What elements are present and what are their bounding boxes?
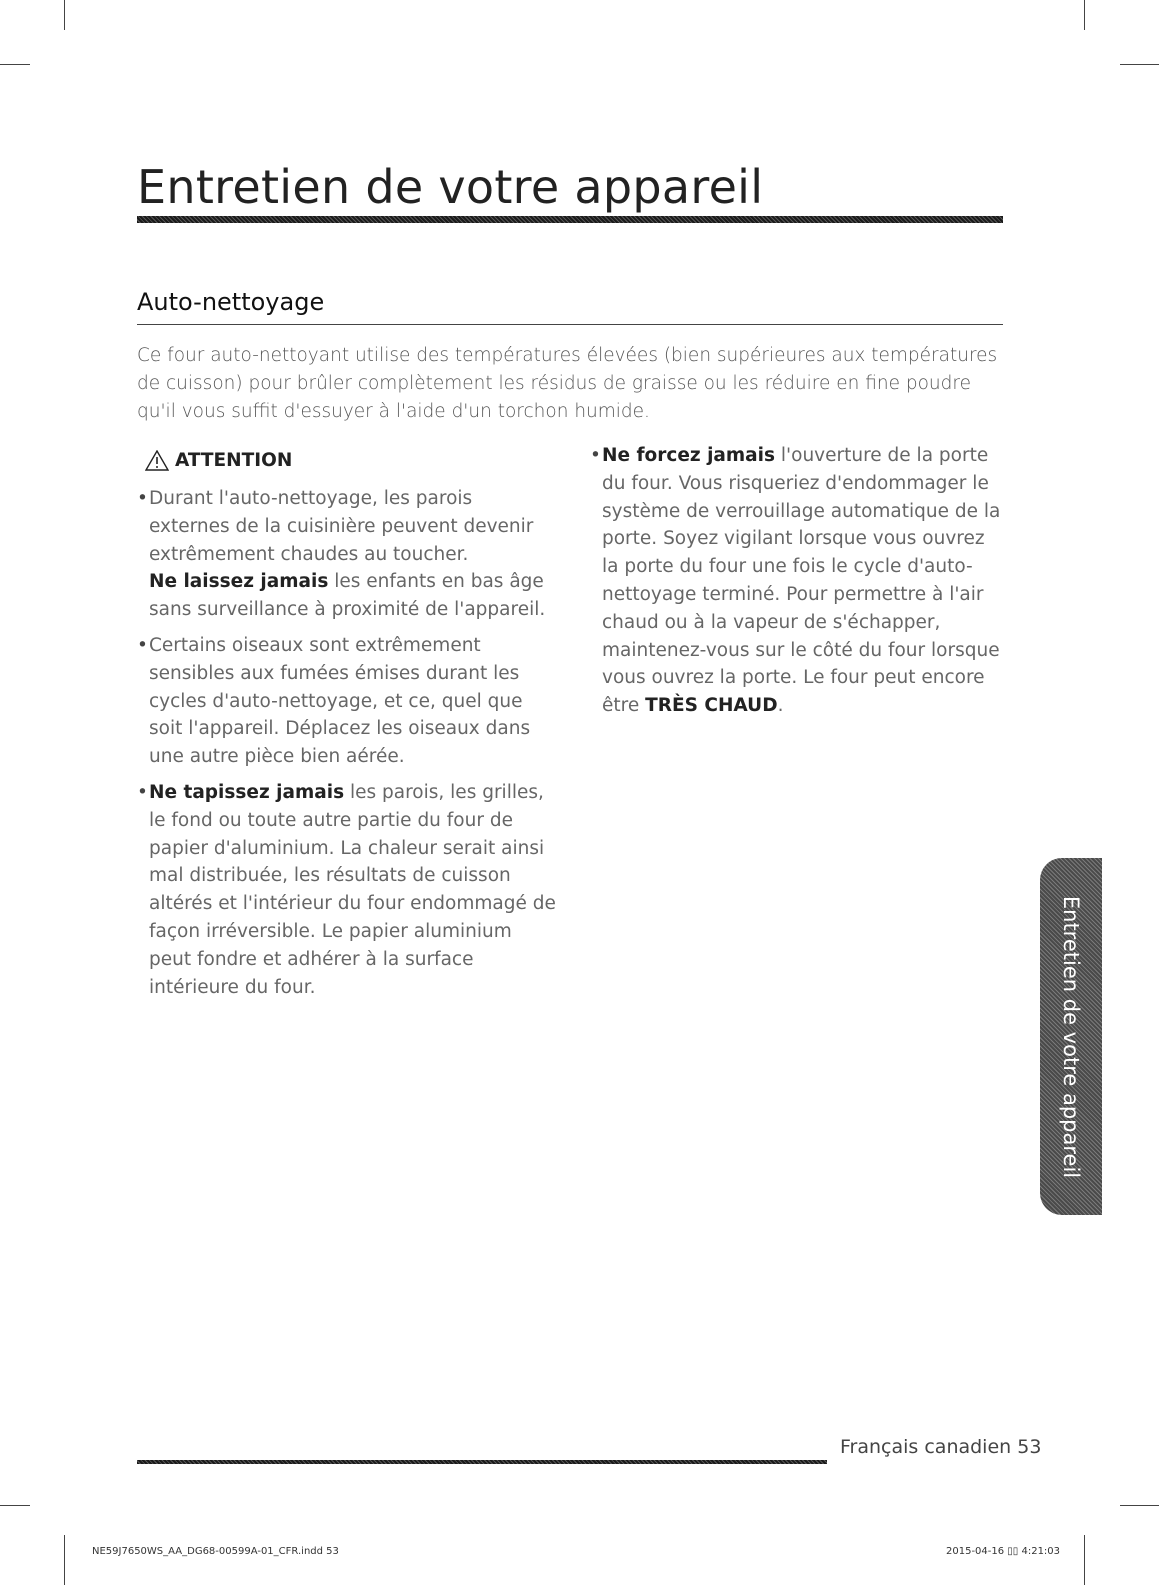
section-rule [137, 324, 1003, 325]
print-file-info: NE59J7650WS_AA_DG68-00599A-01_CFR.indd 53 [92, 1546, 339, 1557]
left-column [137, 450, 557, 1009]
crop-mark [1120, 64, 1159, 65]
crop-mark [1084, 0, 1085, 30]
bullet-bold: Ne laissez jamais [149, 571, 329, 593]
crop-mark [1120, 1505, 1159, 1506]
attention-label: ATTENTION [175, 450, 293, 471]
page-footer: Français canadien 53 [840, 1436, 1042, 1458]
intro-paragraph: Ce four auto-nettoyant utilise des températures élevées (bien supérieures aux températures de cuisson) pour brûler complètement les résidus de graisse ou les réduire en fine poudre qu'il vous suffit d'essuyer à l'aide d'un torchon humide. [137, 345, 998, 422]
attention-list [137, 485, 557, 1001]
chapter-side-tab [1040, 858, 1102, 1215]
bullet-text: l'ouverture de la porte du four. Vous risqueriez d'endommager le système de verrouillage automatique de la porte. Soyez vigilant lorsque vous ouvrez la porte du four une fois le cycle d'auto-nettoyage terminé. Pour permettre à l'air chaud ou à la vapeur de s'échapper, maintenez-vous sur le côté du four lorsque vous ouvrez la porte. Le four peut encore être [602, 445, 1001, 717]
right-column [590, 442, 1005, 728]
chapter-side-tab-label: Entretien de votre appareil [1059, 895, 1083, 1178]
bullet-text: . [777, 695, 784, 717]
bullet-text: Certains oiseaux sont extrêmement sensibles aux fumées émises durant les cycles d'auto-nettoyage, et ce, quel que soit l'appareil. Déplacez les oiseaux dans une autre pièce bien aérée. [149, 634, 531, 768]
bullet-text: les enfants en bas âge sans surveillance à proximité de l'appareil. [149, 571, 546, 621]
footer-rule [137, 1460, 827, 1464]
attention-heading [145, 450, 557, 471]
bullet-bold: Ne forcez jamais [602, 445, 776, 466]
list-item [137, 485, 557, 624]
crop-mark [1084, 1535, 1085, 1585]
bullet-bold: Ne tapissez jamais [149, 781, 345, 803]
bullet-bold: TRÈS CHAUD [645, 695, 778, 717]
title-rule [137, 216, 1003, 223]
crop-mark [64, 0, 65, 30]
print-timestamp: 2015-04-16 ▯▯ 4:21:03 [946, 1546, 1061, 1557]
section-title: Auto-nettoyage [137, 288, 325, 316]
list-item [137, 779, 557, 1001]
warning-triangle-icon [145, 450, 169, 471]
bullet-text: les parois, les grilles, le fond ou toute autre partie du four de papier d'aluminium. La chaleur serait ainsi mal distribuée, les résultats de cuisson altérés et l'intérieur du four endommagé de façon irréversible. Le papier aluminium peut fondre et adhérer à la surface intérieure du four. [149, 781, 556, 998]
list-item [137, 632, 557, 771]
page-title: Entretien de votre appareil [137, 160, 764, 214]
crop-mark [64, 1535, 65, 1585]
crop-mark [0, 64, 30, 65]
bullet-text: Durant l'auto-nettoyage, les parois externes de la cuisinière peuvent devenir extrêmement chaudes au toucher. [149, 488, 534, 565]
attention-list-continued [590, 442, 1005, 720]
list-item [590, 442, 1005, 720]
crop-mark [0, 1505, 30, 1506]
